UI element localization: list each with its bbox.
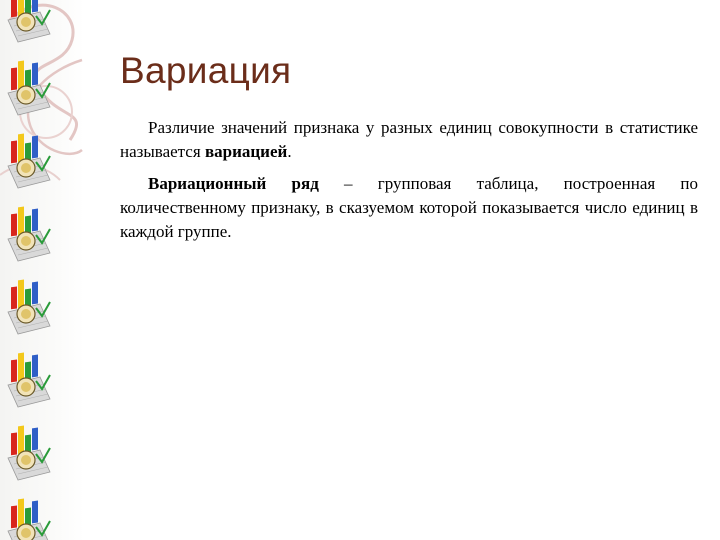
slide-title: Вариация [120, 50, 292, 91]
computer-statistics-icon [6, 128, 52, 190]
decorative-left-border [0, 0, 84, 540]
bold-term: Вариационный ряд [148, 174, 319, 193]
paragraph-text: . [287, 142, 292, 161]
computer-statistics-icon [6, 201, 52, 263]
computer-statistics-icon [6, 274, 52, 336]
paragraph-variation-series [120, 172, 698, 244]
paragraph-text: Различие значений признака у разных единиц совокупности в статистике называется [120, 118, 698, 161]
bold-term: вариацией [204, 142, 288, 161]
paragraph-text: – групповая таблица, построенная по количественному признаку, в сказуемом которой показывается число единиц в каждой группе. [120, 174, 699, 241]
computer-statistics-icon [6, 493, 52, 540]
computer-statistics-icon [6, 55, 52, 117]
computer-statistics-icon [6, 347, 52, 409]
computer-statistics-icon [6, 420, 52, 482]
paragraph-variation [120, 116, 698, 164]
slide-body [120, 116, 698, 252]
computer-statistics-icon [6, 0, 52, 44]
